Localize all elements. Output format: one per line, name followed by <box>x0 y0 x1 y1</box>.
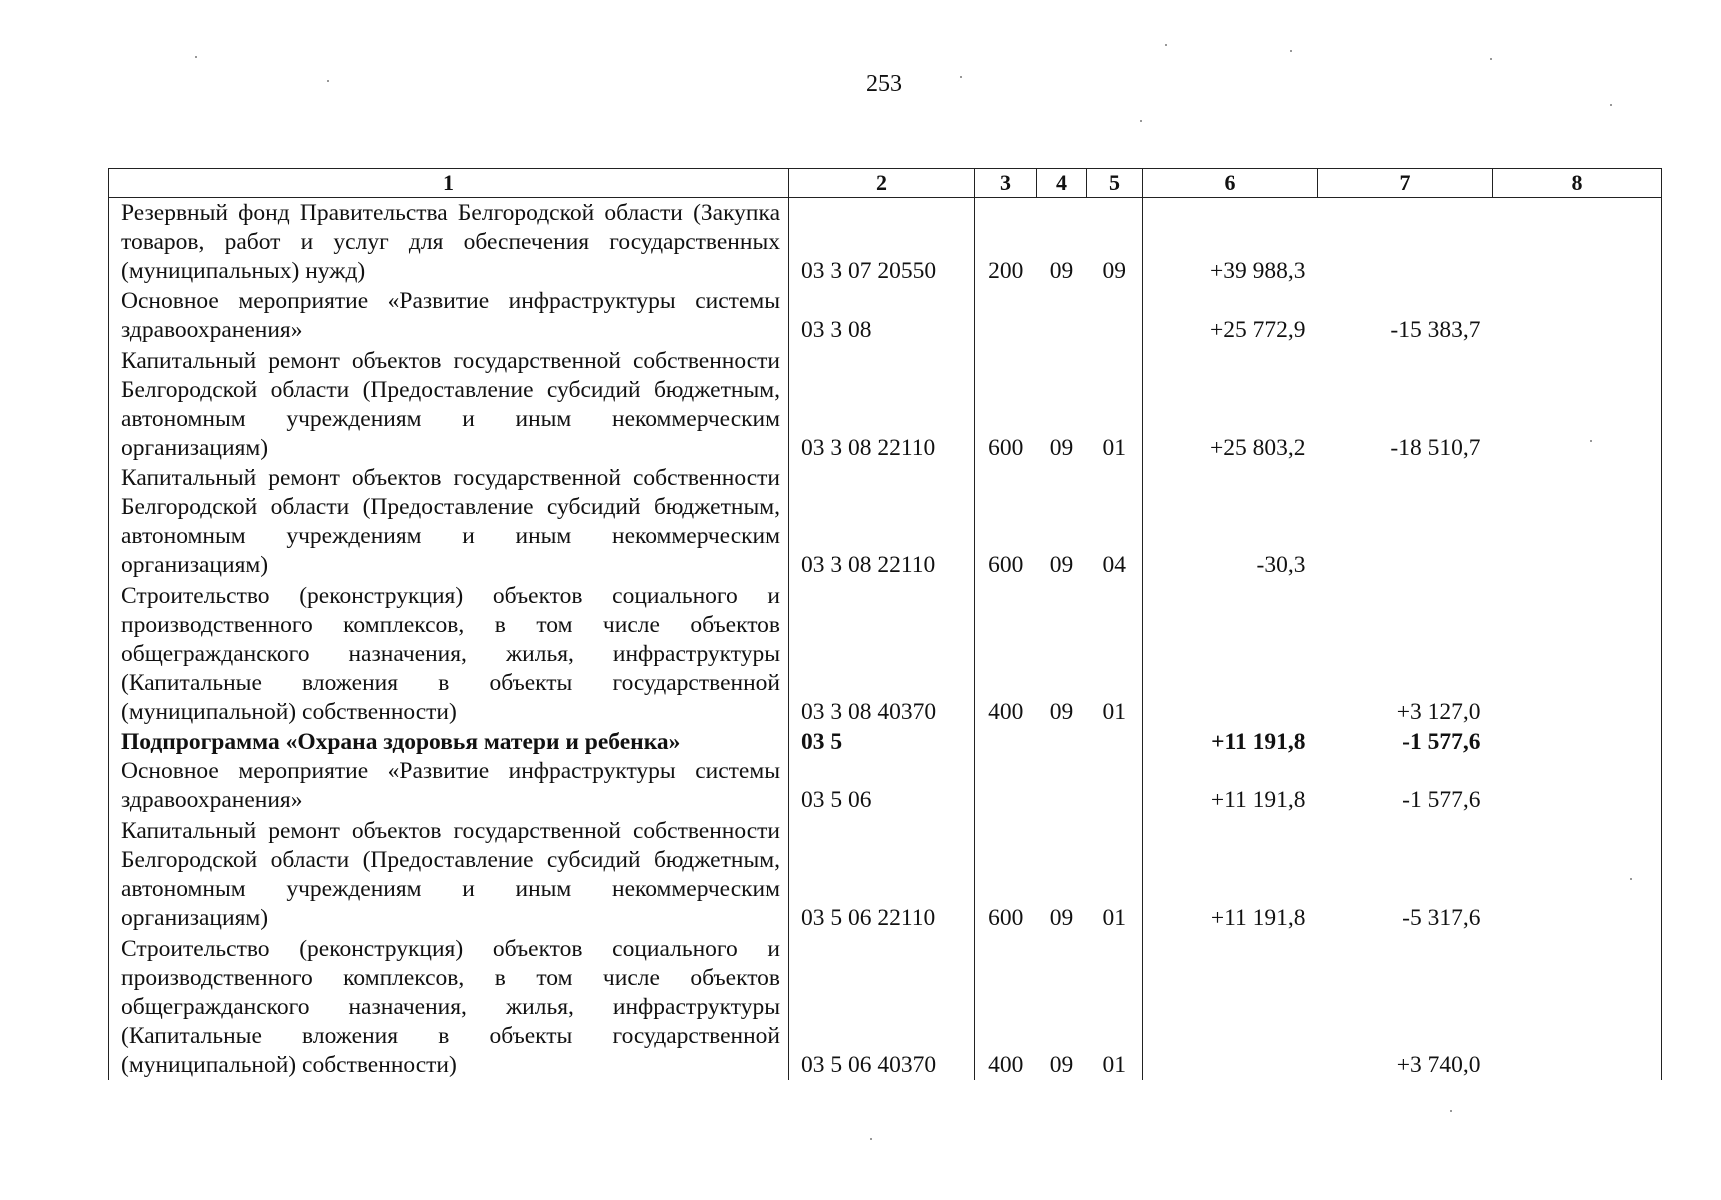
row-col7-amount <box>1318 198 1493 287</box>
row-col5 <box>1087 757 1143 816</box>
row-col7-amount: -18 510,7 <box>1390 434 1481 461</box>
row-col3: 600 <box>975 463 1037 581</box>
row-col8 <box>1493 463 1662 581</box>
page-number: 253 <box>866 71 902 97</box>
row-col4: 09 <box>1049 258 1074 285</box>
row-description: Основное мероприятие «Развитие инфраструктуры системы здравоохранения» <box>109 757 789 816</box>
row-col7-amount <box>1318 463 1493 581</box>
row-col7-amount: -1 577,6 <box>1402 787 1481 814</box>
row-description: Строительство (реконструкция) объектов социального и производственного комплексов, в том числе объектов общегражданского назначения, жилья, инфраструктуры (Капитальные вложения в объекты государственной (муниципальной) собственности) <box>109 580 789 727</box>
row-col3: 400 <box>975 933 1037 1080</box>
scan-speck <box>1450 1110 1452 1112</box>
row-code: 03 5 <box>789 727 975 756</box>
scan-speck <box>195 56 197 58</box>
row-col5: 09 <box>1087 198 1143 287</box>
header-row <box>109 169 1662 198</box>
row-description: Капитальный ремонт объектов государственной собственности Белгородской области (Предоставление субсидий бюджетным, автономным учреждениям и иным некоммерческим организациям) <box>109 463 789 581</box>
row-col6-amount: +11 191,8 <box>1210 787 1306 814</box>
row-col3: 200 <box>975 198 1037 287</box>
row-col7-amount: -1 577,6 <box>1402 728 1481 755</box>
row-col4: 09 <box>1049 1052 1074 1078</box>
row-code: 03 5 06 40370 <box>789 933 975 1080</box>
row-col6-amount: +25 772,9 <box>1209 317 1306 343</box>
row-col7-amount: +3 740,0 <box>1396 1052 1481 1078</box>
row-col8 <box>1493 198 1662 287</box>
table-row <box>109 463 1662 581</box>
row-col5 <box>1087 286 1143 345</box>
row-col6-amount: +11 191,8 <box>1211 728 1306 755</box>
row-col7-amount: -5 317,6 <box>1402 904 1481 931</box>
row-col6-amount: +39 988,3 <box>1209 258 1306 285</box>
col-header-2: 2 <box>789 169 975 198</box>
row-col4 <box>1037 757 1087 816</box>
scan-speck <box>1490 58 1492 60</box>
row-description: Подпрограмма «Охрана здоровья матери и ребенка» <box>109 727 789 756</box>
table-row <box>109 286 1662 345</box>
row-col5: 01 <box>1087 815 1143 933</box>
row-col8 <box>1493 757 1662 816</box>
table-row <box>109 345 1662 463</box>
col-header-1: 1 <box>109 169 789 198</box>
row-col8 <box>1493 580 1662 727</box>
row-col5: 01 <box>1087 345 1143 463</box>
row-description: Капитальный ремонт объектов государственной собственности Белгородской области (Предоставление субсидий бюджетным, автономным учреждениям и иным некоммерческим организациям) <box>109 345 789 463</box>
col-header-5: 5 <box>1087 169 1143 198</box>
row-col5: 01 <box>1087 933 1143 1080</box>
col-header-4: 4 <box>1037 169 1087 198</box>
scan-speck <box>1140 120 1142 122</box>
row-col7-amount: -15 383,7 <box>1390 317 1481 343</box>
row-col5: 04 <box>1087 463 1143 581</box>
row-col3 <box>975 286 1037 345</box>
row-col3: 400 <box>975 580 1037 727</box>
scan-speck <box>327 80 329 82</box>
scan-speck <box>1290 50 1292 52</box>
row-code: 03 3 08 <box>789 286 975 345</box>
col-header-7: 7 <box>1318 169 1493 198</box>
row-col8 <box>1493 345 1662 463</box>
scan-speck <box>1610 104 1612 106</box>
row-col6-amount: +11 191,8 <box>1210 904 1306 931</box>
row-col4: 09 <box>1049 434 1074 461</box>
row-col4: 09 <box>1049 699 1074 726</box>
row-col3 <box>975 757 1037 816</box>
scan-speck <box>1590 440 1592 442</box>
row-code: 03 3 08 40370 <box>789 580 975 727</box>
row-col8 <box>1493 815 1662 933</box>
table-row <box>109 580 1662 727</box>
row-col4: 09 <box>1049 904 1074 931</box>
scan-speck <box>960 76 962 78</box>
row-col3 <box>975 727 1037 756</box>
row-col3: 600 <box>975 345 1037 463</box>
col-header-3: 3 <box>975 169 1037 198</box>
row-code: 03 5 06 <box>789 757 975 816</box>
row-col8 <box>1493 727 1662 756</box>
row-col6-amount: -30,3 <box>1256 552 1306 579</box>
row-col4 <box>1037 727 1087 756</box>
scan-speck <box>1630 878 1632 880</box>
scan-speck <box>870 1138 872 1140</box>
row-code: 03 3 08 22110 <box>789 345 975 463</box>
row-description: Основное мероприятие «Развитие инфраструктуры системы здравоохранения» <box>109 286 789 345</box>
row-description: Резервный фонд Правительства Белгородской области (Закупка товаров, работ и услуг для обеспечения государственных (муниципальных) нужд) <box>109 198 789 287</box>
row-col4 <box>1037 286 1087 345</box>
row-col6-amount <box>1143 933 1318 1080</box>
row-col3: 600 <box>975 815 1037 933</box>
row-col7-amount: +3 127,0 <box>1396 699 1481 726</box>
row-col6-amount: +25 803,2 <box>1209 434 1306 461</box>
row-col8 <box>1493 933 1662 1080</box>
table-row <box>109 815 1662 933</box>
row-code: 03 5 06 22110 <box>789 815 975 933</box>
row-col6-amount <box>1143 580 1318 727</box>
row-col5 <box>1087 727 1143 756</box>
row-col8 <box>1493 286 1662 345</box>
table-row <box>109 933 1662 1080</box>
row-col5: 01 <box>1087 580 1143 727</box>
row-description: Строительство (реконструкция) объектов социального и производственного комплексов, в том числе объектов общегражданского назначения, жилья, инфраструктуры (Капитальные вложения в объекты государственной (муниципальной) собственности) <box>109 933 789 1080</box>
row-code: 03 3 07 20550 <box>789 198 975 287</box>
budget-table <box>108 168 1662 1080</box>
row-col4: 09 <box>1049 552 1074 579</box>
col-header-8: 8 <box>1493 169 1662 198</box>
row-code: 03 3 08 22110 <box>789 463 975 581</box>
table-row <box>109 727 1662 756</box>
row-description: Капитальный ремонт объектов государственной собственности Белгородской области (Предоставление субсидий бюджетным, автономным учреждениям и иным некоммерческим организациям) <box>109 815 789 933</box>
col-header-6: 6 <box>1143 169 1318 198</box>
table-row <box>109 198 1662 287</box>
scan-speck <box>1165 44 1167 46</box>
table-row <box>109 757 1662 816</box>
